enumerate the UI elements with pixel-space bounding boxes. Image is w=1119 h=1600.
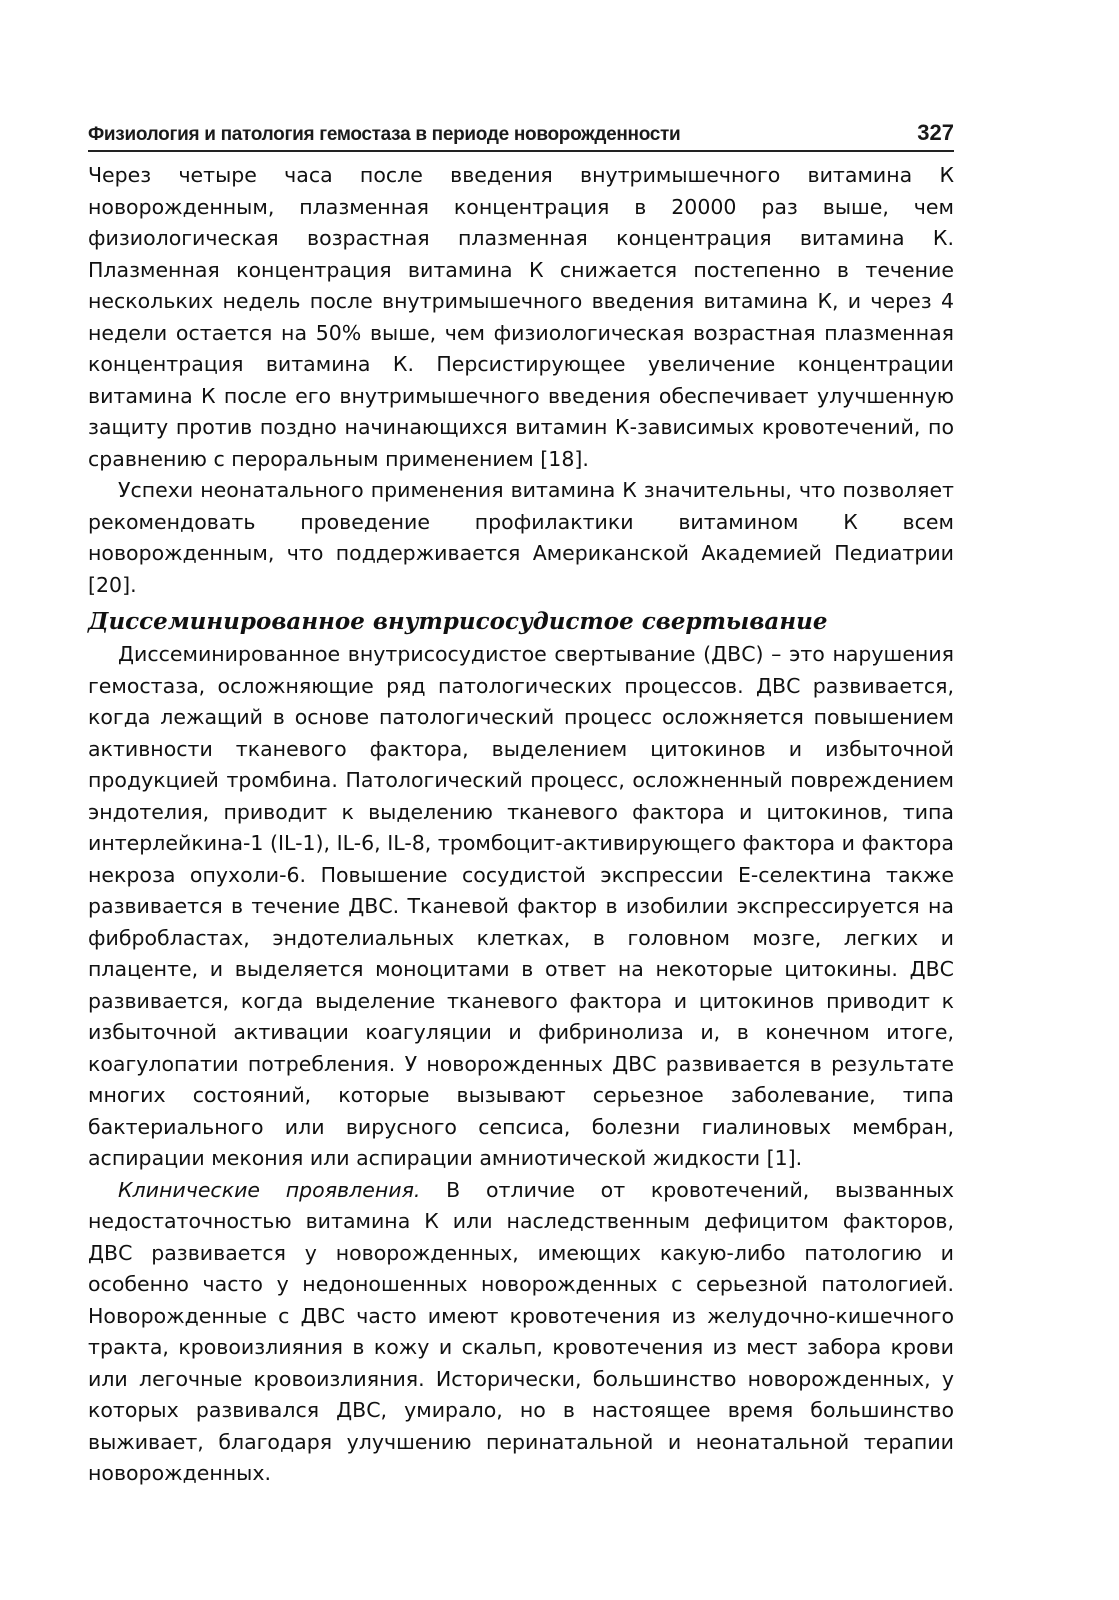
- book-page: [88, 110, 954, 1490]
- paragraph-vitamin-k-prophylaxis: Успехи неонатального применения витамина К значительны, что позволяет рекомендовать проведение профилактики витамином К всем новорожденным, что поддерживается Американской Академией Педиатрии [20].: [88, 478, 954, 597]
- page-number: 327: [917, 120, 954, 145]
- clinical-manifestations-text: В отличие от кровотечений, вызванных недостаточностью витамина К или наследственным дефицитом факторов, ДВС развивается у новорожденных, имеющих какую-либо патологию и особенно часто у недоношенных новорожденных с серьезной патологией. Новорожденные с ДВС часто имеют кровотечения из желудочно-кишечного тракта, кровоизлияния в кожу и скальп, кровотечения из мест забора крови или легочные кровоизлияния. Исторически, большинство новорожденных, у которых развивался ДВС, умирало, но в настоящее время большинство выживает, благодаря улучшению перинатальной и неонатальной терапии новорожденных.: [88, 1177, 954, 1485]
- paragraph-vitamin-k-concentration: Через четыре часа после введения внутримышечного витамина К новорожденным, плазменная концентрация в 20000 раз выше, чем физиологическая возрастная плазменная концентрация витамина К. Плазменная концентрация витамина К снижается постепенно в течение нескольких недель после внутримышечного введения витамина К, и через 4 недели остается на 50% выше, чем физиологическая возрастная плазменная концентрация витамина К. Персистирующее увеличение концентрации витамина К после его внутримышечного введения обеспечивает улучшенную защиту против поздно начинающихся витамин К-зависимых кровотечений, по сравнению с пероральным применением [18].: [88, 163, 954, 471]
- paragraph-clinical-manifestations: [88, 1175, 954, 1490]
- running-title: Физиология и патология гемостаза в периоде новорожденности: [88, 124, 681, 145]
- body-text: [88, 160, 954, 1490]
- section-heading: Диссеминированное внутрисосудистое свертывание: [88, 608, 828, 635]
- paragraph-dic-definition: Диссеминированное внутрисосудистое свертывание (ДВС) – это нарушения гемостаза, осложняющие ряд патологических процессов. ДВС развивается, когда лежащий в основе патологический процесс осложняется повышением активности тканевого фактора, выделением цитокинов и избыточной продукцией тромбина. Патологический процесс, осложненный повреждением эндотелия, приводит к выделению тканевого фактора и цитокинов, типа интерлейкина-1 (IL-1), IL-6, IL-8, тромбоцит-активирующего фактора и фактора некроза опухоли-6. Повышение сосудистой экспрессии Е-селектина также развивается в течение ДВС. Тканевой фактор в изобилии экспрессируется на фибробластах, эндотелиальных клетках, в головном мозге, легких и плаценте, и выделяется моноцитами в ответ на некоторые цитокины. ДВС развивается, когда выделение тканевого фактора и цитокинов приводит к избыточной активации коагуляции и фибринолиза и, в конечном итоге, коагулопатии потребления. У новорожденных ДВС развивается в результате многих состояний, которые вызывают серьезное заболевание, типа бактериального или вирусного сепсиса, болезни гиалиновых мембран, аспирации мекония или аспирации амниотической жидкости [1].: [88, 642, 954, 1170]
- running-header: [88, 110, 954, 152]
- clinical-manifestations-lead-in: Клинические проявления.: [118, 1177, 421, 1202]
